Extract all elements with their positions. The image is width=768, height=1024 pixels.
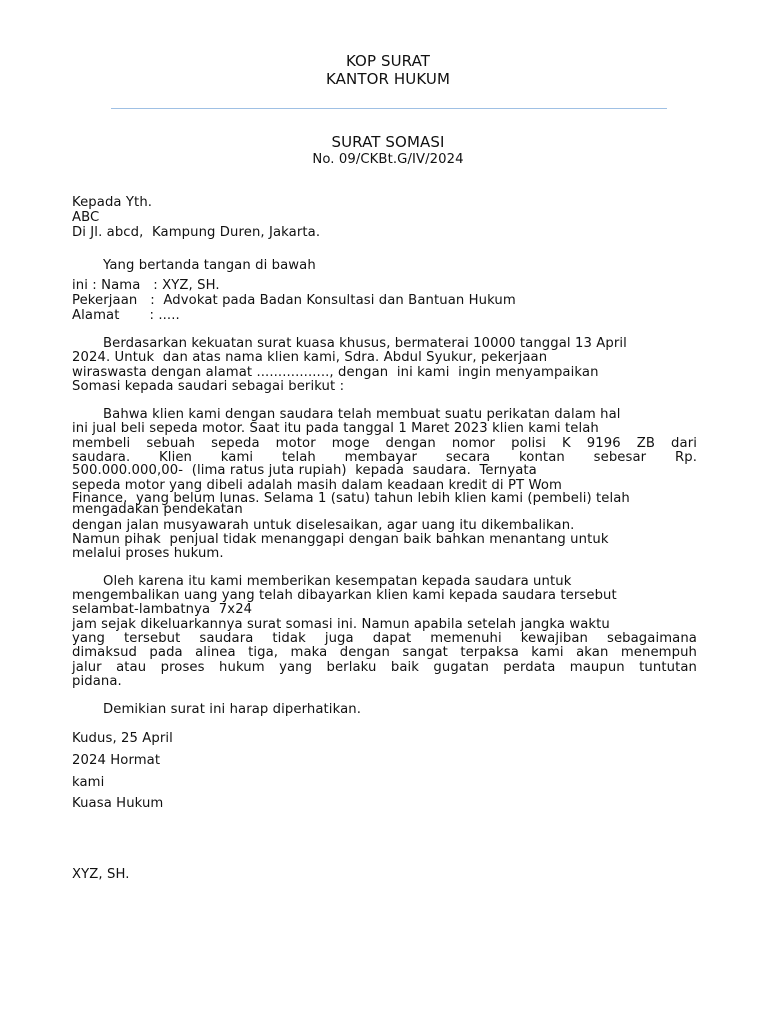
letter-number: No. 09/CKBt.G/IV/2024 — [312, 152, 464, 167]
paragraph-3-line: jam sejak dikeluarkannya surat somasi ini. Namun apabila setelah jangka waktu — [72, 617, 610, 632]
paragraph-1-line: 2024. Untuk dan atas nama klien kami, Sdra. Abdul Syukur, pekerjaan — [72, 350, 548, 365]
letterhead-line-1: KOP SURAT — [345, 52, 431, 70]
paragraph-2-line: 500.000.000,00- (lima ratus juta rupiah) kepada saudara. Ternyata — [72, 463, 537, 478]
paragraph-2-line: membeli sebuah sepeda motor moge dengan nomor polisi K 9196 ZB dari — [72, 436, 697, 451]
recipient-line: Di Jl. abcd, Kampung Duren, Jakarta. — [72, 225, 321, 240]
signature-line: Kudus, 25 April — [72, 731, 173, 746]
letterhead-divider — [111, 108, 667, 109]
paragraph-2-line: dengan jalan musyawarah untuk diselesaikan, agar uang itu dikembalikan. — [72, 518, 575, 533]
paragraph-1-line: wiraswasta dengan alamat ................., dengan ini kami ingin menyampaikan — [72, 365, 599, 380]
paragraph-1-line: Somasi kepada saudari sebagai berikut : — [72, 379, 345, 394]
signatory-alamat: Alamat : ..... — [72, 308, 180, 323]
paragraph-2-line: Finance, yang belum lunas. Selama 1 (satu) tahun lebih klien kami (pembeli) telah — [72, 491, 630, 506]
signature-line: 2024 Hormat — [72, 753, 161, 768]
signer-name: XYZ, SH. — [72, 867, 130, 882]
signature-line: Kuasa Hukum — [72, 796, 164, 811]
paragraph-3-line: mengembalikan uang yang telah dibayarkan klien kami kepada saudara tersebut — [72, 588, 617, 603]
recipient-line: Kepada Yth. — [72, 195, 153, 210]
paragraph-3-line: jalur atau proses hukum yang berlaku baik gugatan perdata maupun tuntutan — [72, 660, 697, 675]
signatory-pekerjaan: Pekerjaan : Advokat pada Badan Konsultasi dan Bantuan Hukum — [72, 293, 516, 308]
paragraph-2-line: sepeda motor yang dibeli adalah masih dalam keadaan kredit di PT Wom — [72, 478, 562, 493]
closing-sentence: Demikian surat ini harap diperhatikan. — [103, 702, 362, 717]
paragraph-2-line: Namun pihak penjual tidak menanggapi dengan baik bahkan menantang untuk — [72, 532, 609, 547]
paragraph-2-line: mengadakan pendekatan — [72, 502, 243, 517]
paragraph-2-line: Bahwa klien kami dengan saudara telah membuat suatu perikatan dalam hal — [103, 407, 621, 422]
paragraph-3-line: selambat-lambatnya 7x24 — [72, 602, 253, 617]
paragraph-2-line: saudara. Klien kami telah membayar secara kontan sebesar Rp. — [72, 450, 697, 465]
paragraph-2-line: ini jual beli sepeda motor. Saat itu pada tanggal 1 Maret 2023 klien kami telah — [72, 421, 599, 436]
signature-line: kami — [72, 775, 105, 790]
signatory-nama: ini : Nama : XYZ, SH. — [72, 278, 220, 293]
paragraph-3-line: dimaksud pada alinea tiga, maka dengan sangat terpaksa kami akan menempuh — [72, 645, 697, 660]
paragraph-3-line: pidana. — [72, 674, 122, 689]
paragraph-1-line: Berdasarkan kekuatan surat kuasa khusus, bermaterai 10000 tanggal 13 April — [103, 336, 627, 351]
recipient-line: ABC — [72, 210, 100, 225]
paragraph-2-line: melalui proses hukum. — [72, 546, 224, 561]
letterhead-line-2: KANTOR HUKUM — [325, 70, 451, 88]
paragraph-3-line: yang tersebut saudara tidak juga dapat memenuhi kewajiban sebagaimana — [72, 631, 697, 646]
letter-title: SURAT SOMASI — [331, 133, 445, 151]
signatory-intro: Yang bertanda tangan di bawah — [103, 258, 316, 273]
paragraph-3-line: Oleh karena itu kami memberikan kesempatan kepada saudara untuk — [103, 574, 572, 589]
